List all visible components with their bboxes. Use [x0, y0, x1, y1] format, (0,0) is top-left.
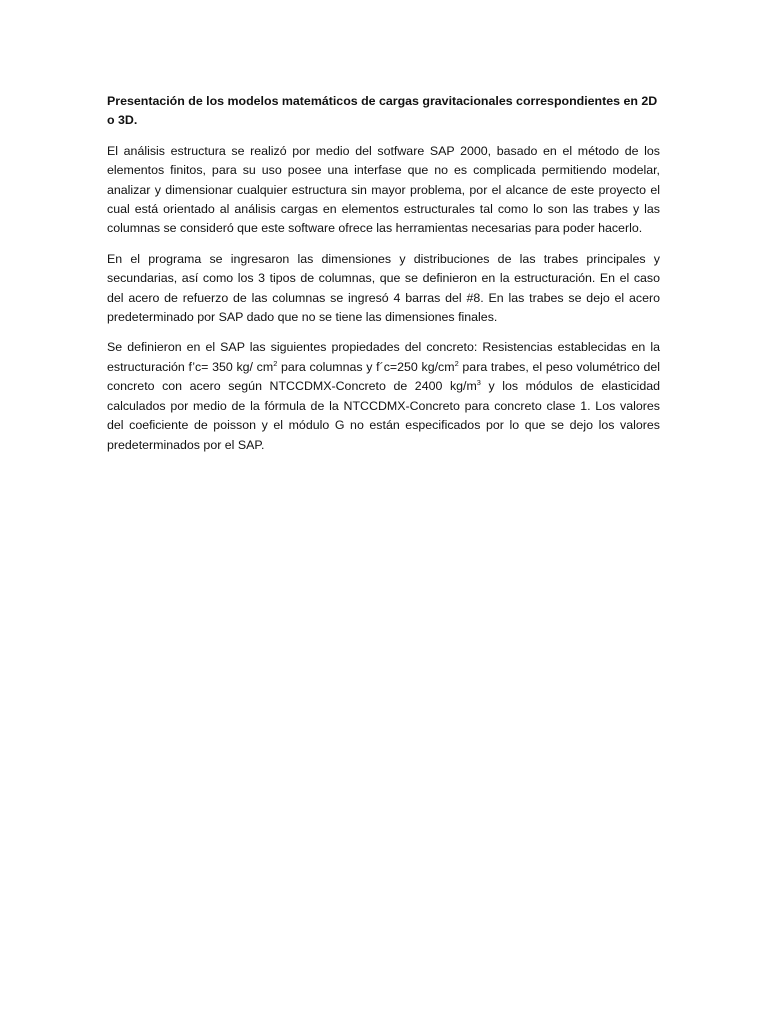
text-segment: para columnas y f´c=250 kg/cm — [277, 359, 455, 374]
document-page — [107, 92, 660, 466]
paragraph-software: El análisis estructura se realizó por medio del sotfware SAP 2000, basado en el método de los elementos finitos, para su uso posee una interfase que no es complicada permitiendo modelar, analizar y dimensionar cualquier estructura sin mayor problema, por el alcance de este proyecto el cual está orientado al análisis cargas en elementos estructurales tal como lo son las trabes y las columnas se consideró que este software ofrece las herramientas necesarias para poder hacerlo. — [107, 143, 660, 236]
superscript: 2 — [454, 358, 459, 368]
superscript: 2 — [273, 358, 278, 368]
paragraph-model-input: En el programa se ingresaron las dimensiones y distribuciones de las trabes principales y secundarias, así como los 3 tipos de columnas, que se definieron en la estructuración. En el caso del acero de refuerzo de las columnas se ingresó 4 barras del #8. En las trabes se dejo el acero predeterminado por SAP dado que no se tiene las dimensiones finales. — [107, 251, 660, 325]
document-heading: Presentación de los modelos matemáticos de cargas gravitacionales correspondientes en 2D o 3D. — [107, 94, 658, 128]
paragraph-concrete-properties — [107, 338, 660, 454]
text-segment: Se definieron en el SAP las siguientes propiedades del concreto: Resistencias establecidas en la estructuración f’c= 350 kg/ cm — [107, 340, 660, 374]
text-segment: para trabes, el peso volumétrico del concreto con acero según NTCCDMX-Concreto de 2400 kg/m — [107, 359, 660, 394]
text-segment: y los módulos de elasticidad calculados por medio de la fórmula de la NTCCDMX-Concreto para concreto clase 1. Los valores del coeficiente de poisson y el módulo G no están especificados por lo que se dejo los valores predeterminados por el SAP. — [107, 379, 660, 452]
superscript: 3 — [476, 378, 481, 388]
